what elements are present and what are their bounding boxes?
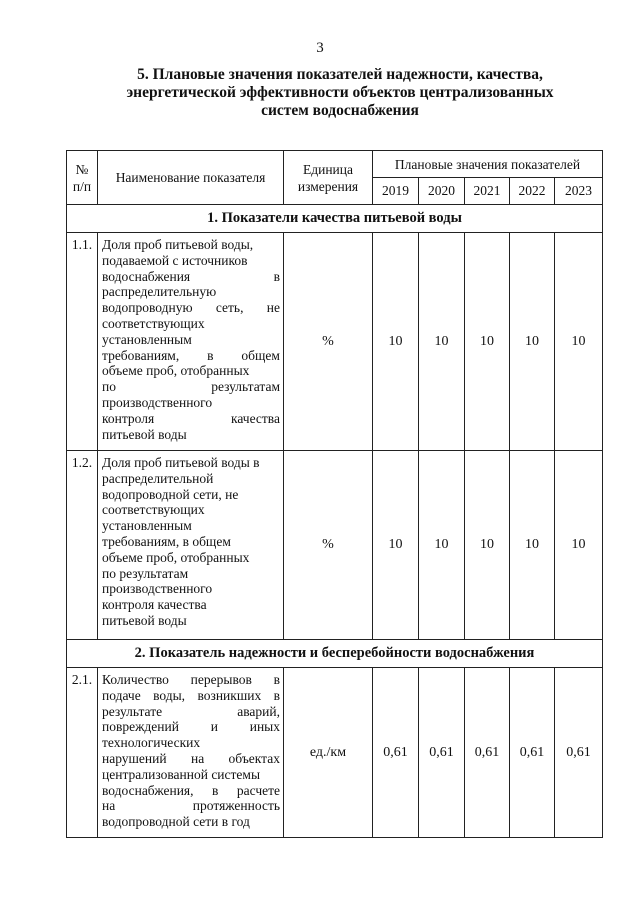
planned-value: 10 — [555, 451, 603, 640]
header-indicator-name: Наименование показателя — [98, 151, 284, 205]
header-unit: Единица измерения — [284, 151, 373, 205]
header-year: 2021 — [465, 178, 510, 205]
document-title — [110, 66, 570, 120]
planned-value: 10 — [373, 233, 419, 451]
planned-value: 10 — [510, 233, 555, 451]
indicator-name: Доля проб питьевой воды в распределительной водопроводной сети, не соответствующих установленным требованиям, в общем объеме проб, отобранных по результатам производственного контроля качества питьевой воды — [98, 451, 284, 640]
planned-value: 10 — [510, 451, 555, 640]
title-line: 5. Плановые значения показателей надежности, качества, — [137, 66, 543, 83]
indicator-name: Количество перерывов в подаче воды, возникших в результате аварий, повреждений и иных технологических нарушений на объектах централизованной системы водоснабжения, в расчете на протяженность водопроводной сети в год — [98, 668, 284, 838]
row-number: 1.1. — [67, 233, 98, 451]
planned-value: 10 — [555, 233, 603, 451]
unit-value: % — [284, 451, 373, 640]
header-year: 2023 — [555, 178, 603, 205]
planned-value: 0,61 — [465, 668, 510, 838]
section-row — [67, 205, 603, 233]
planned-value: 0,61 — [555, 668, 603, 838]
unit-value: ед./км — [284, 668, 373, 838]
title-line: систем водоснабжения — [261, 102, 419, 119]
header-number: № п/п — [67, 151, 98, 205]
section-title: 2. Показатель надежности и бесперебойности водоснабжения — [67, 640, 603, 668]
header-year: 2022 — [510, 178, 555, 205]
row-number: 2.1. — [67, 668, 98, 838]
header-year: 2020 — [419, 178, 465, 205]
planned-value: 10 — [419, 451, 465, 640]
section-title: 1. Показатели качества питьевой воды — [67, 205, 603, 233]
planned-value: 0,61 — [510, 668, 555, 838]
row-number: 1.2. — [67, 451, 98, 640]
table-row — [67, 451, 603, 640]
title-line: энергетической эффективности объектов централизованных — [126, 84, 554, 101]
section-row — [67, 640, 603, 668]
indicator-name: Доля проб питьевой воды, подаваемой с источников водоснабжения в распределительную водопроводную сеть, не соответствующих установленным требованиям, в общем объеме проб, отобранных по результатам производственного контроля качества питьевой воды — [98, 233, 284, 451]
planned-value: 10 — [465, 451, 510, 640]
table-row — [67, 233, 603, 451]
header-row — [67, 151, 603, 178]
header-year: 2019 — [373, 178, 419, 205]
planned-value: 10 — [373, 451, 419, 640]
name-part: водоснабжения — [102, 268, 191, 284]
header-planned-values: Плановые значения показателей — [373, 151, 603, 178]
table-row — [67, 668, 603, 838]
planned-value: 0,61 — [373, 668, 419, 838]
name-part: в — [273, 268, 280, 284]
indicators-table — [66, 150, 603, 838]
unit-value: % — [284, 233, 373, 451]
page-number: 3 — [316, 40, 324, 56]
planned-value: 10 — [419, 233, 465, 451]
planned-value: 0,61 — [419, 668, 465, 838]
planned-value: 10 — [465, 233, 510, 451]
